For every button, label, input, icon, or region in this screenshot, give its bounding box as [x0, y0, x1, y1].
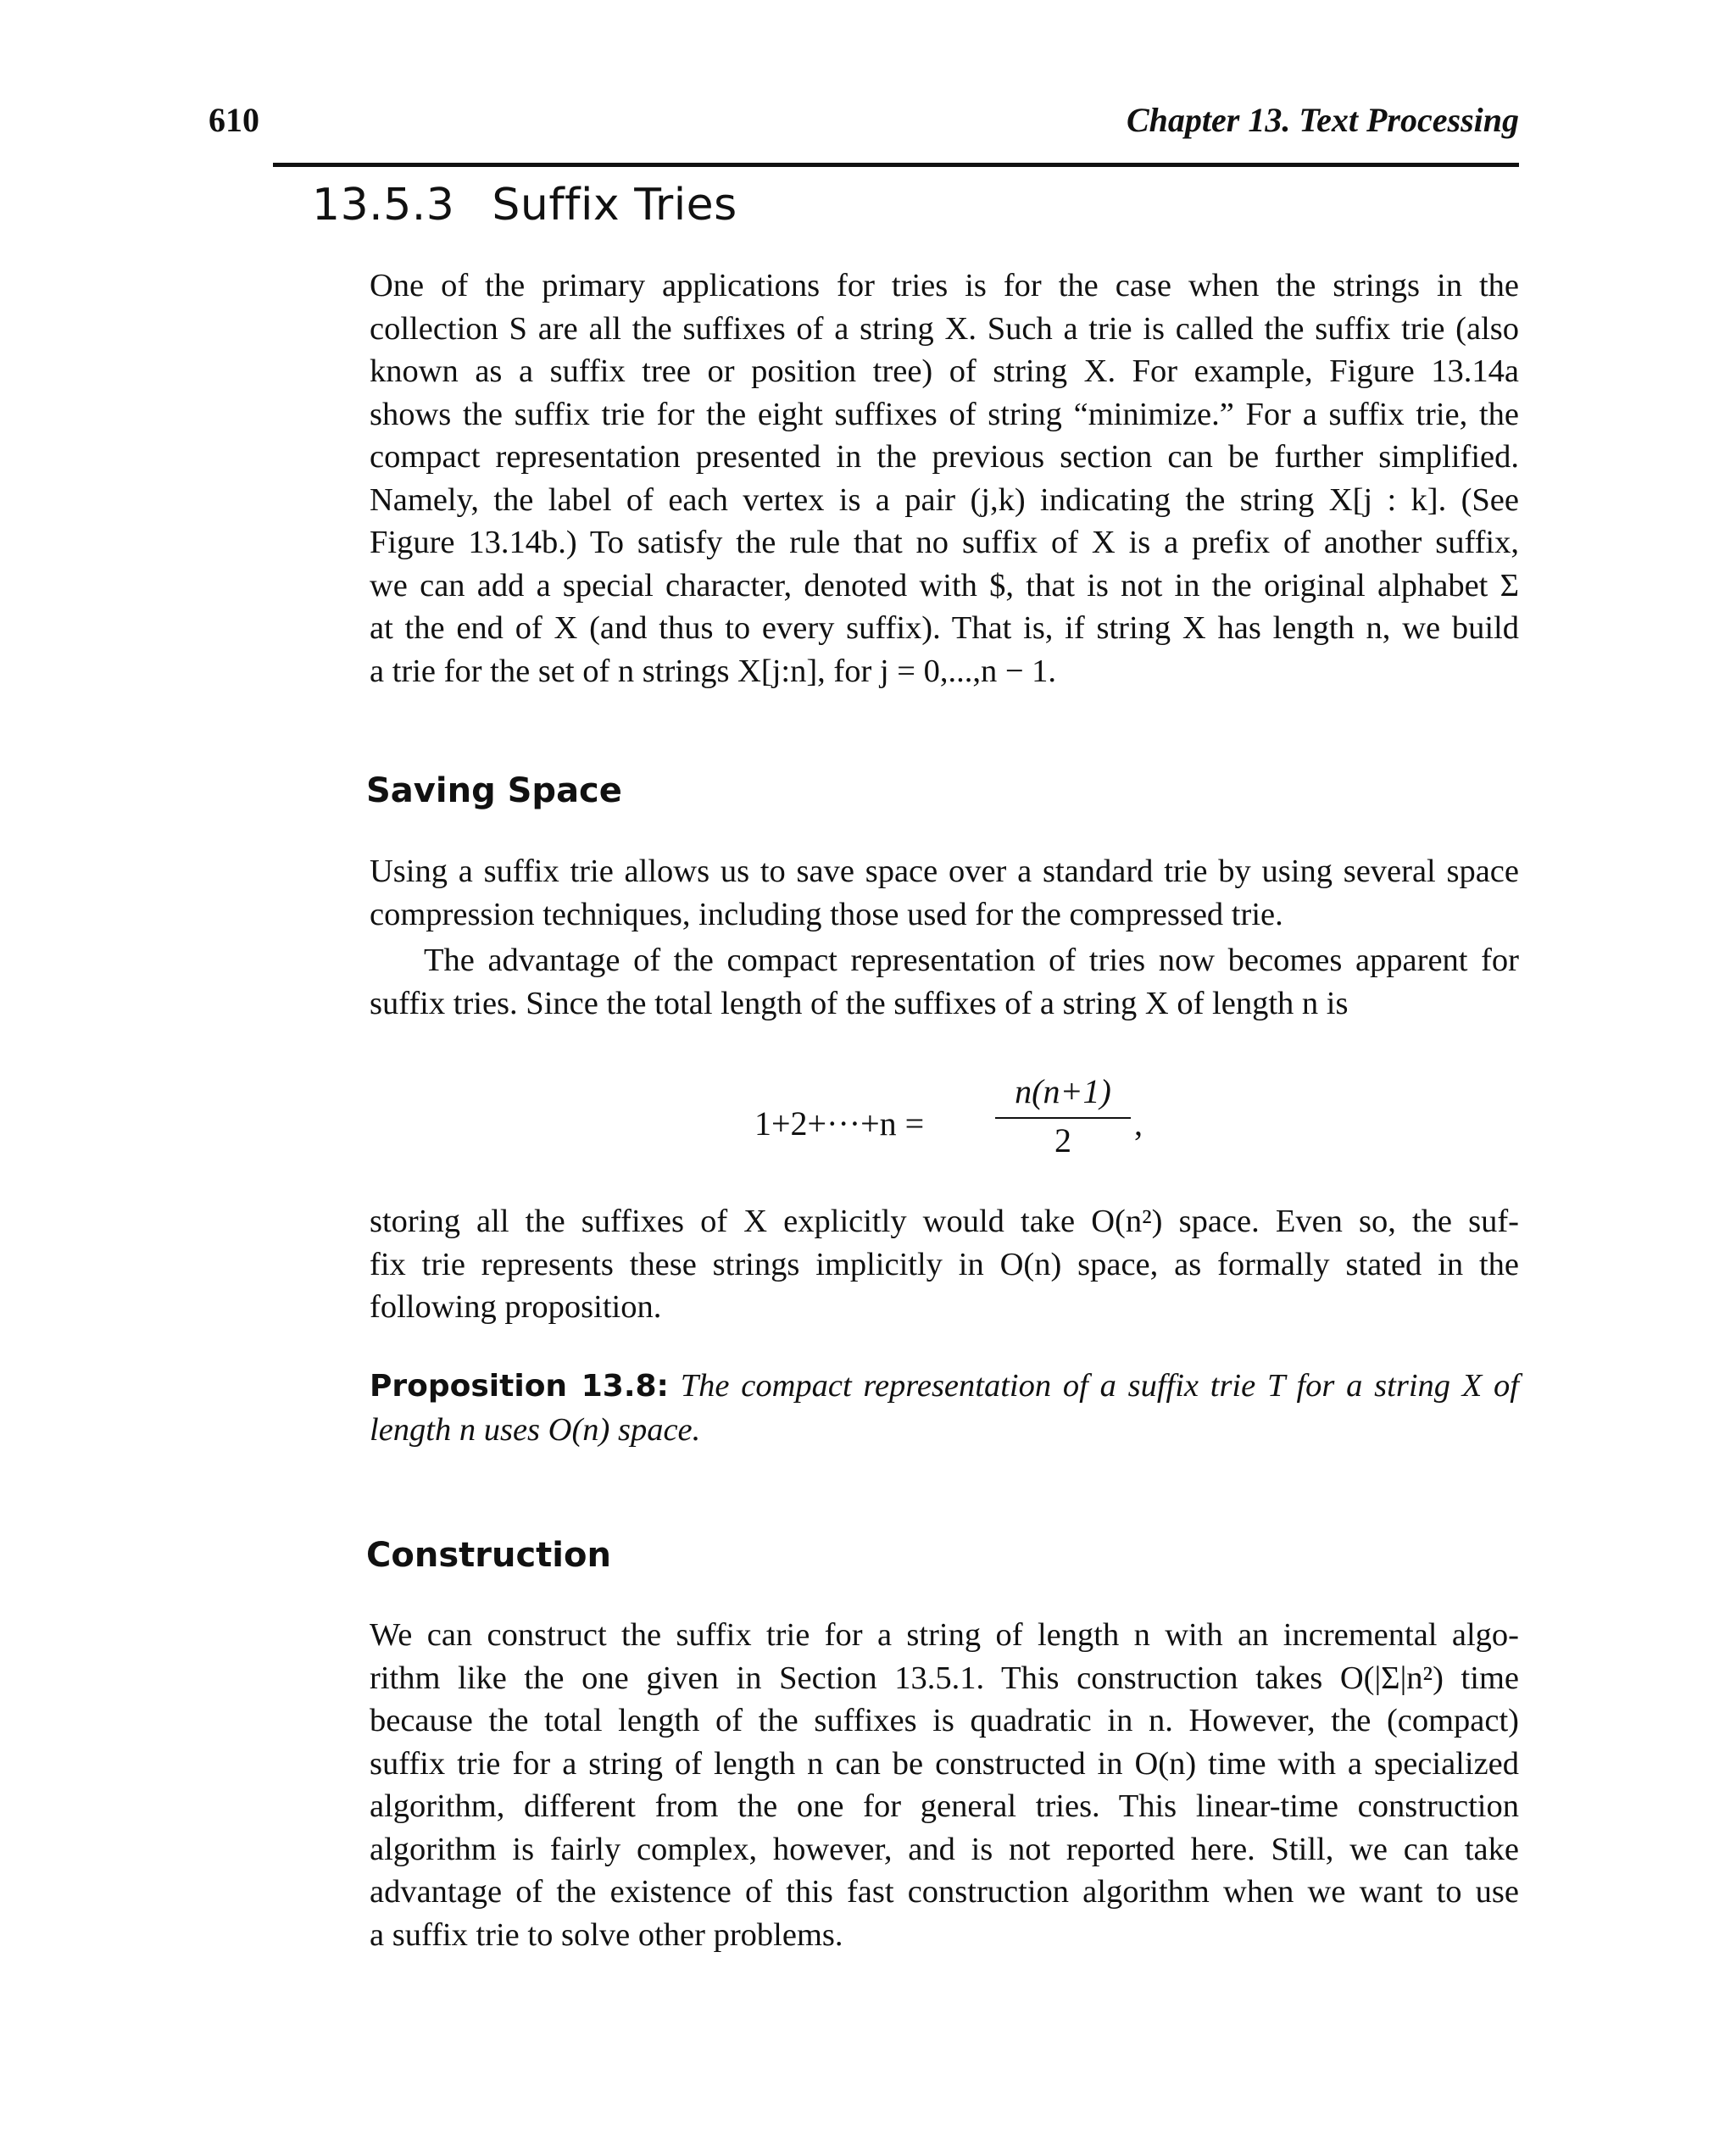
equation-denominator: 2 [1054, 1121, 1071, 1159]
text-line: compression techniques, including those used for the compressed trie. [370, 896, 1283, 932]
text-line: advantage of the existence of this fast construction algorithm when we want to use [370, 1874, 1519, 1910]
proposition-text: The compact representation of a suffix trie T for a string X of [680, 1368, 1519, 1404]
text-line: fix trie represents these strings implicitly in O(n) space, as formally stated in the [370, 1246, 1519, 1282]
section-title [312, 180, 737, 231]
text-line: compact representation presented in the previous section can be further simplified. [370, 439, 1519, 475]
page-number: 610 [209, 101, 259, 139]
header-rule [273, 163, 1519, 167]
saving-space-paragraph [370, 850, 1519, 1025]
text-line: Figure 13.14b.) To satisfy the rule that no suffix of X is a prefix of another suffix, [370, 525, 1519, 560]
text-line: storing all the suffixes of X explicitly would take O(n²) space. Even so, the suf- [370, 1204, 1519, 1239]
proposition-line [370, 1365, 1519, 1409]
equation-numerator: n(n+1) [1015, 1072, 1111, 1110]
running-head: Chapter 13. Text Processing [1127, 101, 1519, 139]
space-analysis-paragraph [370, 1200, 1519, 1329]
text-line: algorithm is fairly complex, however, and is not reported here. Still, we can take [370, 1831, 1519, 1867]
text-line: We can construct the suffix trie for a string of length n with an incremental algo- [370, 1617, 1519, 1653]
text-line: Using a suffix trie allows us to save space over a standard trie by using several space [370, 854, 1519, 889]
text-line: One of the primary applications for tries is for the case when the strings in the [370, 268, 1519, 303]
text-line: Namely, the label of each vertex is a pair (j,k) indicating the string X[j : k]. (See [370, 481, 1519, 518]
proposition-line: length n uses O(n) space. [370, 1411, 701, 1448]
section-number: 13.5.3 [312, 180, 455, 231]
subsection-heading-construction: Construction [366, 1536, 611, 1575]
equation-fraction [995, 1070, 1131, 1163]
intro-paragraph [370, 264, 1519, 692]
text-line: at the end of X (and thus to every suffix). That is, if string X has length n, we build [370, 610, 1519, 646]
text-line: algorithm, different from the one for general tries. This linear-time construction [370, 1788, 1519, 1824]
text-line: The advantage of the compact representation of tries now becomes apparent for [424, 943, 1519, 978]
text-line: suffix trie for a string of length n can be constructed in O(n) time with a specialized [370, 1745, 1519, 1782]
proposition-block [370, 1365, 1519, 1451]
text-line: because the total length of the suffixes is quadratic in n. However, the (compact) [370, 1703, 1519, 1738]
section-name: Suffix Tries [492, 180, 737, 231]
sum-equation [754, 1070, 1263, 1171]
text-line: suffix tries. Since the total length of the suffixes of a string X of length n is [370, 985, 1349, 1021]
text-line: known as a suffix tree or position tree) of string X. For example, Figure 13.14a [370, 353, 1519, 389]
text-line: we can add a special character, denoted with $, that is not in the original alphabet Σ [370, 567, 1519, 603]
equation-comma: , [1134, 1104, 1143, 1143]
text-line: a suffix trie to solve other problems. [370, 1916, 843, 1953]
text-line: collection S are all the suffixes of a string X. Such a trie is called the suffix trie (also [370, 310, 1519, 347]
text-line: rithm like the one given in Section 13.5.1. This construction takes O(|Σ|n²) time [370, 1660, 1519, 1696]
equation-lhs: 1+2+···+n = [754, 1104, 925, 1143]
text-line: a trie for the set of n strings X[j:n], for j = 0,...,n − 1. [370, 653, 1057, 689]
text-line: shows the suffix trie for the eight suffixes of string “minimize.” For a suffix trie, the [370, 396, 1519, 432]
subsection-heading-saving-space: Saving Space [366, 771, 622, 810]
construction-paragraph [370, 1614, 1519, 1956]
proposition-label: Proposition 13.8: [370, 1369, 669, 1404]
text-line: following proposition. [370, 1289, 662, 1325]
